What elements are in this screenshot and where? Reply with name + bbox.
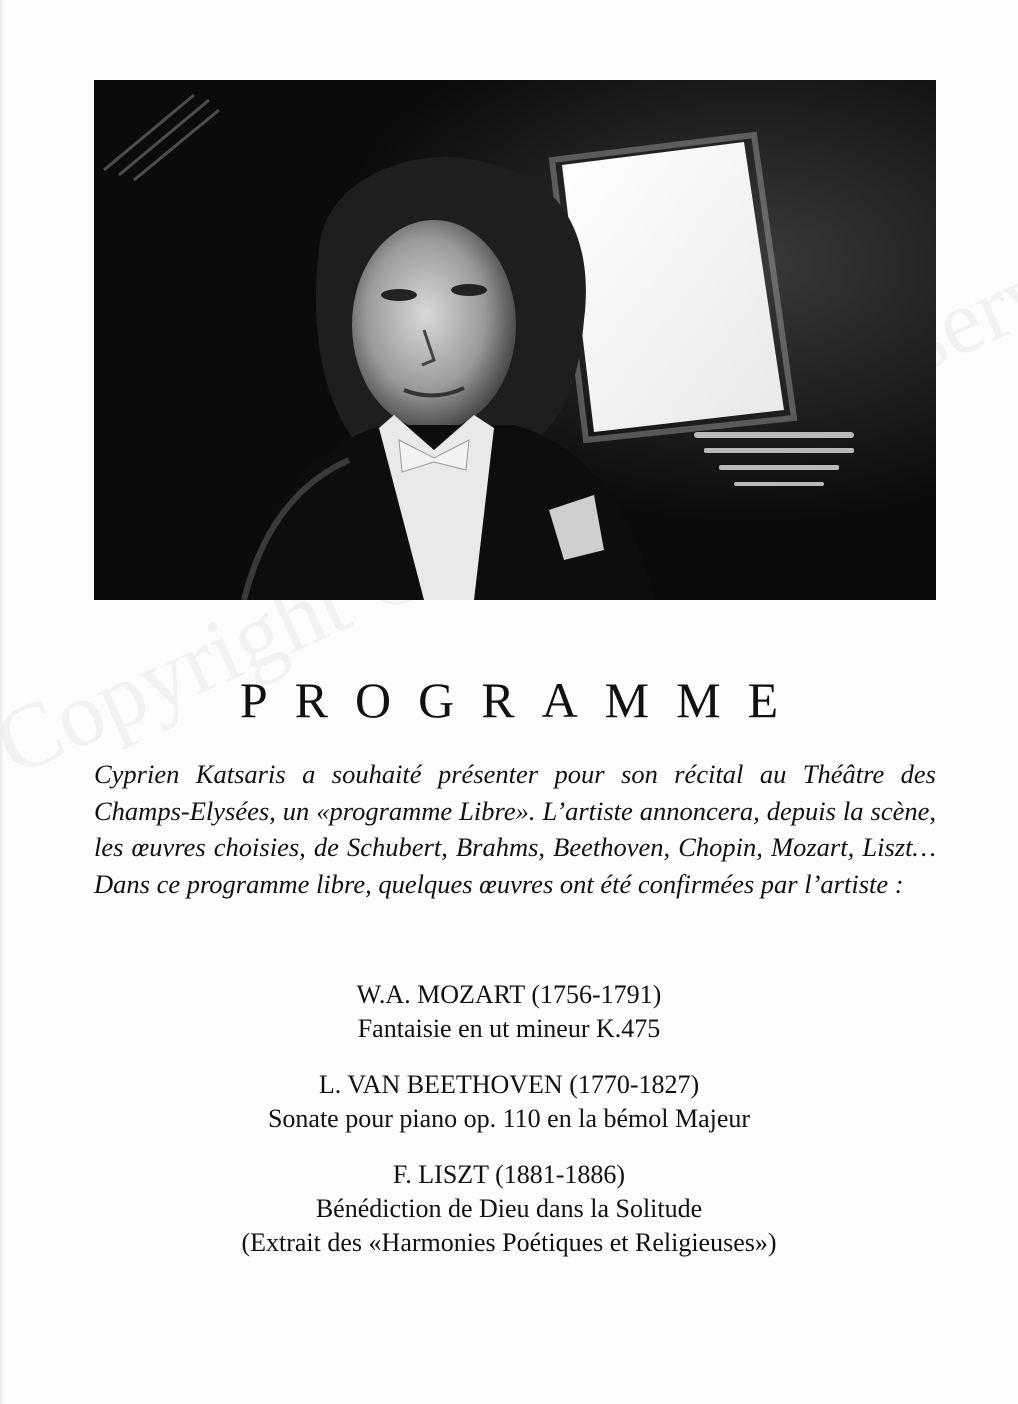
intro-paragraph: Cyprien Katsaris a souhaité présenter pour son récital au Théâtre des Champs-Elysées, un «programme Libre». L’artiste annoncera, depuis la scène, les œuvres choisies, de Schubert, Brahms, Beethoven, Chopin, Mozart, Liszt… Dans ce programme libre, quelques œuvres ont été confirmées par l’artiste : (94, 759, 936, 899)
pianist-portrait-photo (94, 80, 936, 600)
works-list (0, 978, 1018, 1282)
piece-title: Fantaisie en ut mineur K.475 (357, 1014, 661, 1043)
composer-name: W.A. MOZART (1756-1791) (356, 980, 662, 1009)
piece-title: Sonate pour piano op. 110 en la bémol Majeur (267, 1104, 751, 1133)
piece-title: Bénédiction de Dieu dans la Solitude (315, 1194, 703, 1223)
composer-name: F. LISZT (1881-1886) (392, 1160, 626, 1189)
work-item (0, 978, 1018, 1046)
work-item (0, 1068, 1018, 1136)
composer-name: L. VAN BEETHOVEN (1770-1827) (318, 1070, 700, 1099)
programme-title: PROGRAMME (239, 672, 806, 728)
pianist-photo (94, 80, 936, 600)
piece-note: (Extrait des «Harmonies Poétiques et Religieuses») (241, 1228, 777, 1257)
work-item (0, 1158, 1018, 1260)
